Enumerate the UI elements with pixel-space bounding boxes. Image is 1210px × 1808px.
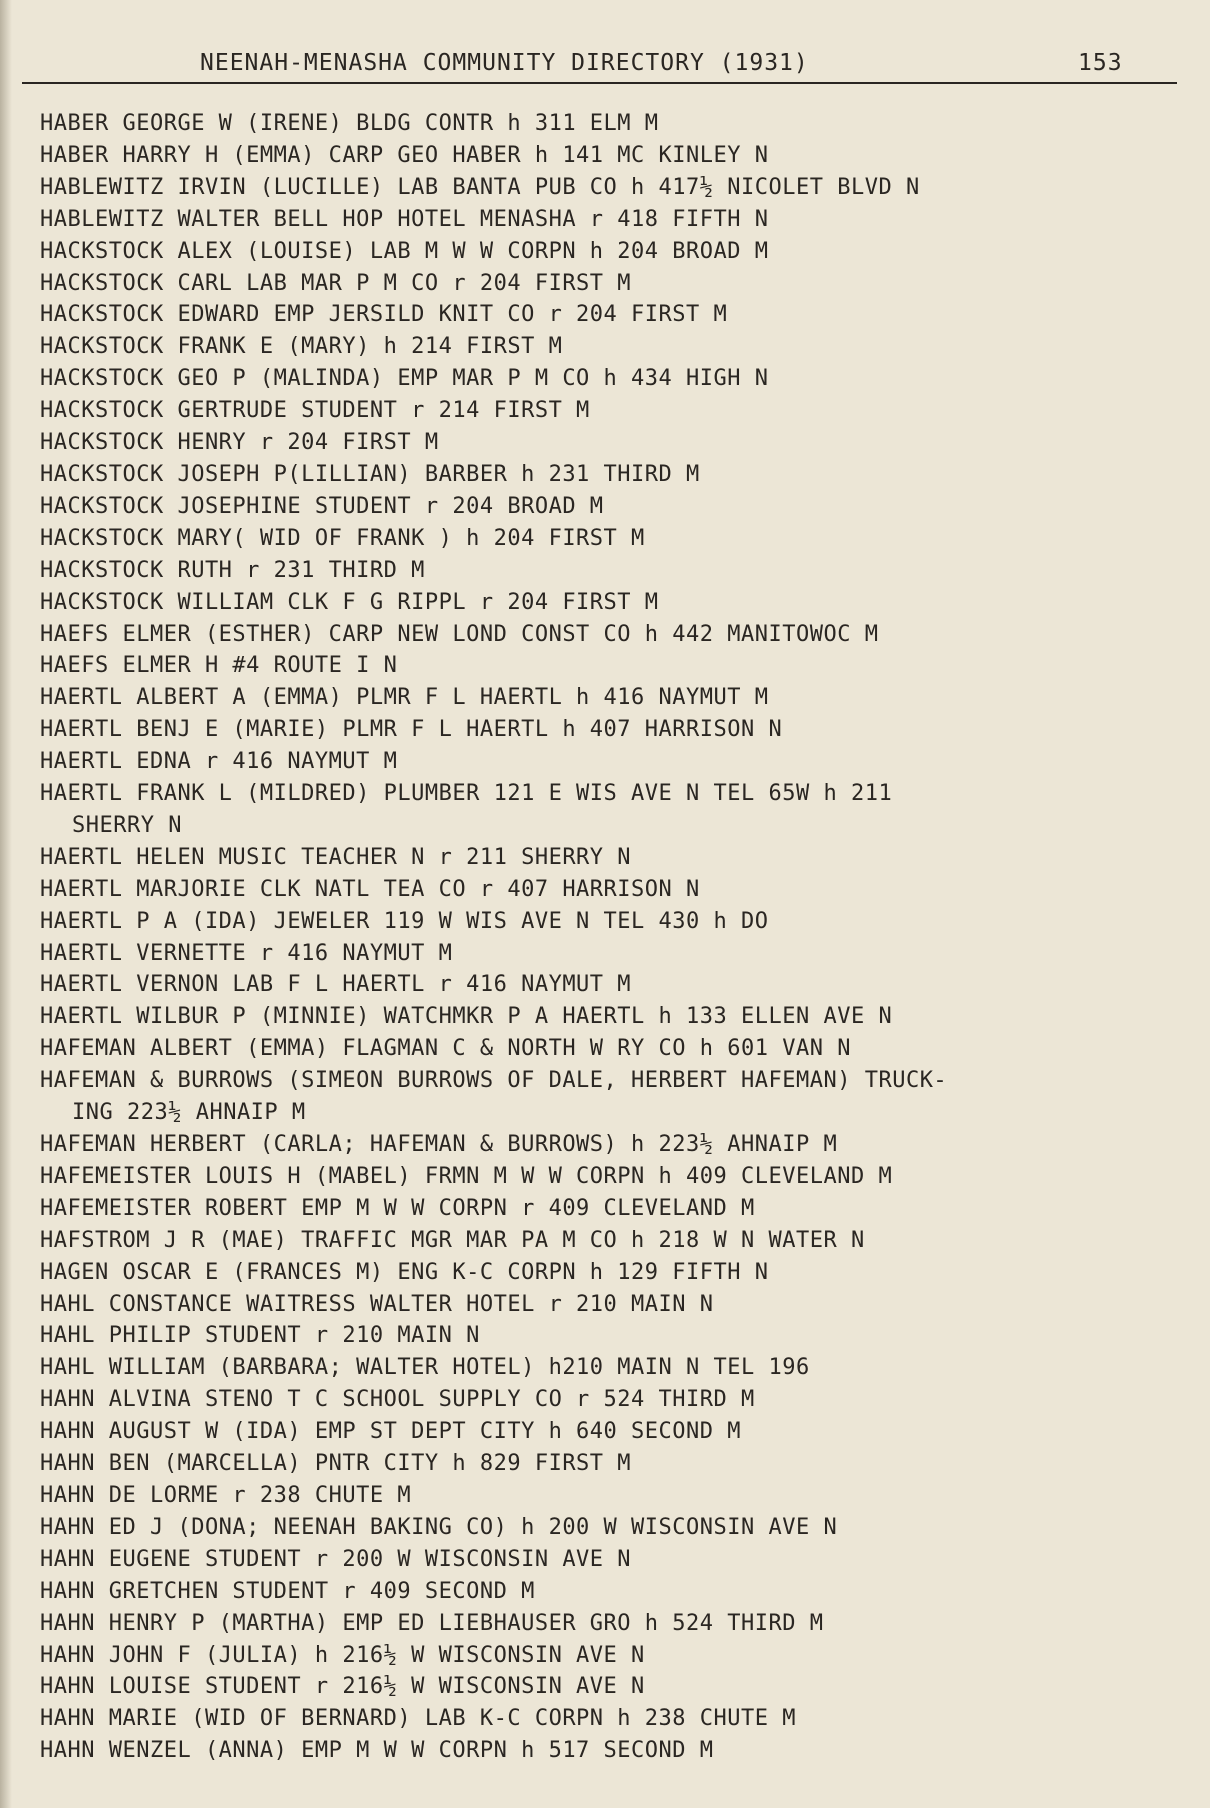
- directory-entry: HAHN MARIE (WID OF BERNARD) LAB K-C CORPN h 238 CHUTE M: [40, 1706, 796, 1732]
- directory-entry: HAHN EUGENE STUDENT r 200 W WISCONSIN AVE N: [40, 1546, 632, 1572]
- directory-entry: HAHN JOHN F (JULIA) h 216½ W WISCONSIN AVE N: [40, 1642, 645, 1668]
- directory-title: NEENAH-MENASHA COMMUNITY DIRECTORY (1931): [200, 50, 809, 76]
- directory-entry: HAHN ED J (DONA; NEENAH BAKING CO) h 200 W WISCONSIN AVE N: [40, 1514, 838, 1540]
- directory-entry-continuation: ING 223½ AHNAIP M: [72, 1100, 306, 1126]
- directory-entry: HACKSTOCK GERTRUDE STUDENT r 214 FIRST M: [40, 398, 590, 424]
- directory-entry: HABER HARRY H (EMMA) CARP GEO HABER h 141 MC KINLEY N: [40, 142, 769, 168]
- directory-entry: HAHL PHILIP STUDENT r 210 MAIN N: [40, 1323, 480, 1349]
- directory-entry: HAERTL ALBERT A (EMMA) PLMR F L HAERTL h 416 NAYMUT M: [40, 685, 769, 711]
- directory-entry: HACKSTOCK ALEX (LOUISE) LAB M W W CORPN h 204 BROAD M: [40, 238, 769, 264]
- directory-entry: HAEFS ELMER (ESTHER) CARP NEW LOND CONST CO h 442 MANITOWOC M: [40, 621, 879, 647]
- directory-entry: HAHL WILLIAM (BARBARA; WALTER HOTEL) h210 MAIN N TEL 196: [40, 1355, 810, 1381]
- page-number: 153: [1078, 50, 1123, 76]
- directory-entry: HACKSTOCK JOSEPH P(LILLIAN) BARBER h 231 THIRD M: [40, 461, 700, 487]
- directory-listing: [40, 108, 1200, 1767]
- header-rule: [22, 82, 1177, 84]
- directory-entry: HAFEMEISTER ROBERT EMP M W W CORPN r 409 CLEVELAND M: [40, 1195, 755, 1221]
- page-header: [0, 44, 1210, 88]
- directory-entry: HACKSTOCK RUTH r 231 THIRD M: [40, 557, 425, 583]
- directory-entry: HAHL CONSTANCE WAITRESS WALTER HOTEL r 210 MAIN N: [40, 1291, 714, 1317]
- directory-entry: HAHN WENZEL (ANNA) EMP M W W CORPN h 517 SECOND M: [40, 1738, 714, 1764]
- directory-entry: HAERTL HELEN MUSIC TEACHER N r 211 SHERRY N: [40, 844, 632, 870]
- directory-entry: HAFEMAN & BURROWS (SIMEON BURROWS OF DALE, HERBERT HAFEMAN) TRUCK-: [40, 1068, 948, 1094]
- directory-entry: HAGEN OSCAR E (FRANCES M) ENG K-C CORPN h 129 FIFTH N: [40, 1259, 769, 1285]
- directory-entry: HACKSTOCK MARY( WID OF FRANK ) h 204 FIRST M: [40, 525, 645, 551]
- directory-entry: HACKSTOCK FRANK E (MARY) h 214 FIRST M: [40, 334, 563, 360]
- directory-entry: HAERTL WILBUR P (MINNIE) WATCHMKR P A HAERTL h 133 ELLEN AVE N: [40, 1004, 893, 1030]
- directory-entry: HAHN HENRY P (MARTHA) EMP ED LIEBHAUSER GRO h 524 THIRD M: [40, 1610, 824, 1636]
- directory-entry: HAHN BEN (MARCELLA) PNTR CITY h 829 FIRST M: [40, 1451, 632, 1477]
- directory-entry: HAHN DE LORME r 238 CHUTE M: [40, 1482, 412, 1508]
- directory-entry: HACKSTOCK CARL LAB MAR P M CO r 204 FIRST M: [40, 270, 632, 296]
- page-binding-shadow: [0, 0, 12, 1808]
- directory-entry: HACKSTOCK WILLIAM CLK F G RIPPL r 204 FIRST M: [40, 589, 659, 615]
- directory-entry: HAHN GRETCHEN STUDENT r 409 SECOND M: [40, 1578, 535, 1604]
- directory-entry: HACKSTOCK EDWARD EMP JERSILD KNIT CO r 204 FIRST M: [40, 302, 728, 328]
- directory-entry: HACKSTOCK HENRY r 204 FIRST M: [40, 430, 439, 456]
- directory-entry: HAERTL VERNETTE r 416 NAYMUT M: [40, 940, 453, 966]
- directory-entry: HACKSTOCK JOSEPHINE STUDENT r 204 BROAD M: [40, 493, 604, 519]
- directory-entry: HAFEMEISTER LOUIS H (MABEL) FRMN M W W CORPN h 409 CLEVELAND M: [40, 1163, 893, 1189]
- directory-entry: HACKSTOCK GEO P (MALINDA) EMP MAR P M CO h 434 HIGH N: [40, 366, 769, 392]
- directory-entry: HAHN AUGUST W (IDA) EMP ST DEPT CITY h 640 SECOND M: [40, 1419, 742, 1445]
- directory-entry: HAFSTROM J R (MAE) TRAFFIC MGR MAR PA M CO h 218 W N WATER N: [40, 1227, 865, 1253]
- directory-entry: HAERTL BENJ E (MARIE) PLMR F L HAERTL h 407 HARRISON N: [40, 717, 783, 743]
- directory-entry: HAERTL VERNON LAB F L HAERTL r 416 NAYMUT M: [40, 972, 632, 998]
- directory-entry: HAEFS ELMER H #4 ROUTE I N: [40, 653, 398, 679]
- directory-entry: HAFEMAN ALBERT (EMMA) FLAGMAN C & NORTH W RY CO h 601 VAN N: [40, 1036, 851, 1062]
- directory-entry: HAERTL P A (IDA) JEWELER 119 W WIS AVE N TEL 430 h DO: [40, 908, 769, 934]
- directory-entry: HAERTL EDNA r 416 NAYMUT M: [40, 749, 398, 775]
- directory-entry: HABLEWITZ WALTER BELL HOP HOTEL MENASHA r 418 FIFTH N: [40, 206, 769, 232]
- directory-entry: HAHN ALVINA STENO T C SCHOOL SUPPLY CO r 524 THIRD M: [40, 1387, 755, 1413]
- directory-entry: HABLEWITZ IRVIN (LUCILLE) LAB BANTA PUB CO h 417½ NICOLET BLVD N: [40, 174, 920, 200]
- directory-entry: HAERTL MARJORIE CLK NATL TEA CO r 407 HARRISON N: [40, 876, 700, 902]
- directory-entry-continuation: SHERRY N: [72, 812, 182, 838]
- directory-entry: HAHN LOUISE STUDENT r 216½ W WISCONSIN AVE N: [40, 1674, 645, 1700]
- directory-entry: HABER GEORGE W (IRENE) BLDG CONTR h 311 ELM M: [40, 111, 659, 136]
- directory-entry: HAERTL FRANK L (MILDRED) PLUMBER 121 E WIS AVE N TEL 65W h 211: [40, 781, 893, 807]
- directory-entry: HAFEMAN HERBERT (CARLA; HAFEMAN & BURROWS) h 223½ AHNAIP M: [40, 1132, 838, 1157]
